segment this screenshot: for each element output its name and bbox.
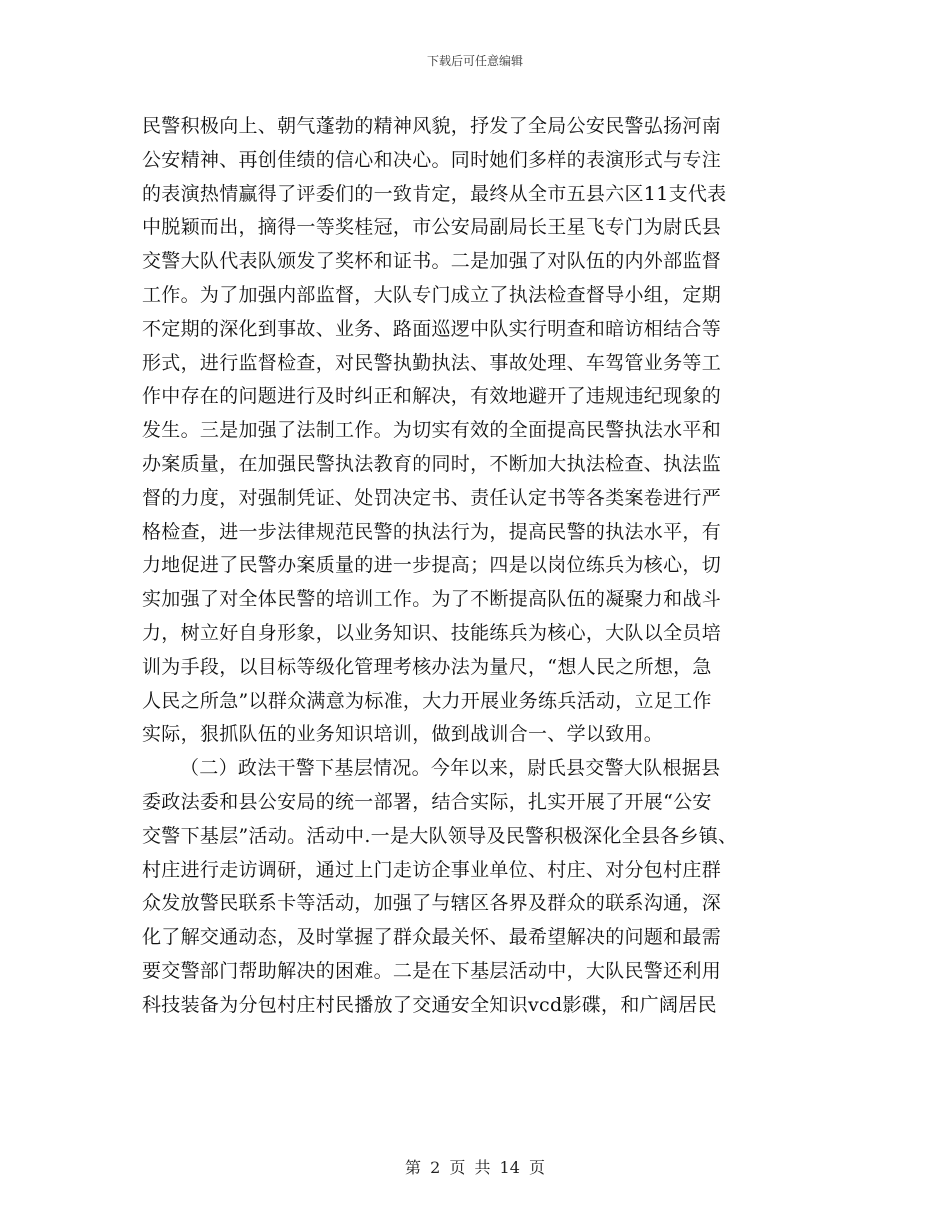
header-note: 下载后可任意编辑 — [426, 54, 523, 68]
text-line: 要交警部门帮助解决的困难。二是在下基层活动中，大队民警还利用 — [142, 959, 722, 982]
text-line: 交警大队代表队颁发了奖杯和证书。二是加强了对队伍的内外部监督 — [142, 250, 722, 273]
text-line: 不定期的深化到事故、业务、路面巡逻中队实行明查和暗访相结合等 — [142, 317, 722, 340]
text-line: 训为手段，以目标等级化管理考核办法为量尺，“想人民之所想，急 — [142, 655, 712, 678]
text-line: 力地促进了民警办案质量的进一步提高；四是以岗位练兵为核心，切 — [142, 554, 722, 577]
text-line: 的表演热情赢得了评委们的一致肯定，最终从全市五县六区11支代表 — [142, 182, 727, 205]
text-line: 村庄进行走访调研，通过上门走访企事业单位、村庄、对分包村庄群 — [142, 858, 722, 881]
text-line: 办案质量，在加强民警执法教育的同时，不断加大执法检查、执法监 — [142, 452, 722, 475]
text-line: 众发放警民联系卡等活动，加强了与辖区各界及群众的联系沟通，深 — [142, 892, 722, 915]
text-line: 委政法委和县公安局的统一部署，结合实际，扎实开展了开展“公安 — [142, 790, 712, 813]
text-line: 督的力度，对强制凭证、处罚决定书、责任认定书等各类案卷进行严 — [142, 486, 722, 509]
text-line: 民警积极向上、朝气蓬勃的精神风貌，抒发了全局公安民警弘扬河南 — [142, 115, 722, 137]
text-line: 中脱颖而出，摘得一等奖桂冠，市公安局副局长王星飞专门为尉氏县 — [142, 216, 722, 239]
text-line: 科技装备为分包村庄村民播放了交通安全知识vcd影碟，和广阔居民 — [142, 993, 717, 1016]
text-line: 力，树立好自身形象，以业务知识、技能练兵为核心，大队以全员培 — [142, 621, 722, 644]
text-line: 化了解交通动态，及时掌握了群众最关怀、最希望解决的问题和最需 — [142, 926, 722, 949]
text-line: 工作。为了加强内部监督，大队专门成立了执法检查督导小组，定期 — [142, 283, 722, 306]
text-line: 实际，狠抓队伍的业务知识培训，做到战训合一、学以致用。 — [142, 723, 664, 746]
text-line: 作中存在的问题进行及时纠正和解决，有效地避开了违规违纪现象的 — [142, 385, 722, 408]
page-number: 第 2 页 共 14 页 — [405, 1158, 545, 1177]
text-line: 公安精神、再创佳绩的信心和决心。同时她们多样的表演形式与专注 — [142, 148, 722, 171]
text-line: 人民之所急”以群众满意为标准，大力开展业务练兵活动，立足工作 — [142, 689, 712, 712]
text-line: 形式，进行监督检查，对民警执勤执法、事故处理、车驾管业务等工 — [142, 351, 722, 374]
text-line: 格检查，进一步法律规范民警的执法行为，提高民警的执法水平，有 — [142, 520, 722, 543]
text-line: 发生。三是加强了法制工作。为切实有效的全面提高民警执法水平和 — [142, 419, 722, 442]
text-line: 交警下基层”活动。活动中.一是大队领导及民警积极深化全县各乡镇、 — [142, 824, 738, 847]
section-heading-line: （二）政法干警下基层情况。今年以来，尉氏县交警大队根据县 — [180, 757, 721, 780]
text-line: 实加强了对全体民警的培训工作。为了不断提高队伍的凝聚力和战斗 — [142, 588, 722, 611]
body-text — [142, 110, 822, 1023]
